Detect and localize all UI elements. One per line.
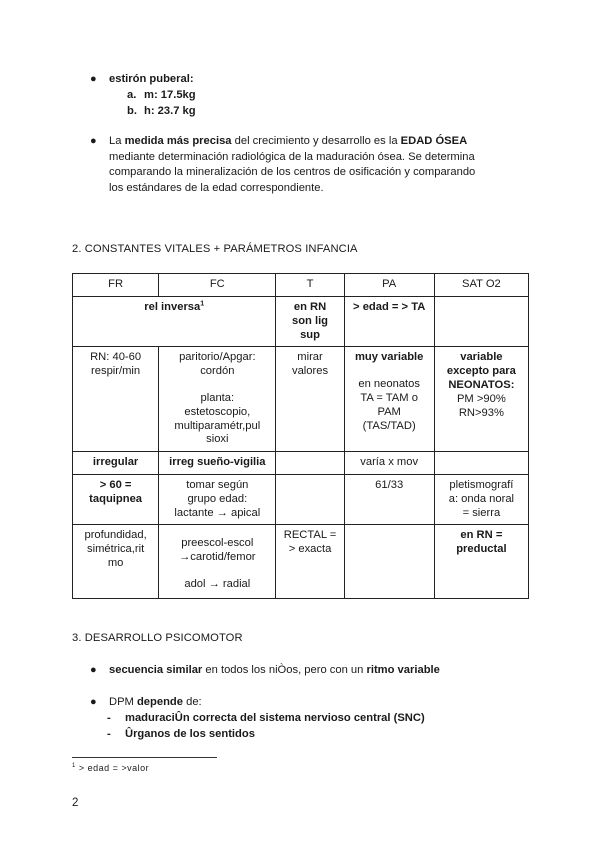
dash-item: - maduraciÛn correcta del sistema nervioso central (SNC) [107,712,425,724]
bullet-dot: ● [90,135,97,147]
bullet-secuencia [90,663,550,679]
cell-fr: > 60 = taquipnea [73,474,159,524]
bullet-paragraph: DPM depende de: [109,696,202,708]
cell-sat: en RN = preductal [434,525,528,598]
cell-fc: tomar según grupo edad: lactante → apical [159,474,276,524]
header-t: T [276,274,344,297]
cell-sat: pletismografí a: onda noral = sierra [434,474,528,524]
bullet-dot: ● [90,664,97,676]
bullet-dot: ● [90,696,97,708]
cell-rel-inversa: rel inversa$^1$ [73,297,276,347]
cell-sat: variable excepto para NEONATOS: PM >90% RN>93% [434,347,528,452]
page-number: 2 [72,797,79,809]
table-row [73,347,529,452]
header-pa: PA [344,274,434,297]
footnote-ref: 1 [200,300,205,308]
cell-pa: 61/33 [344,474,434,524]
footnote-divider [72,757,217,758]
cell-pa: varía x mov [344,452,434,475]
sub-item-b: b. h: 23.7 kg [127,105,196,117]
cell-pa: muy variable en neonatos TA = TAM o PAM (TAS/TAD) [344,347,434,452]
cell-fr: irregular [73,452,159,475]
bullet-edad-osea [90,134,550,198]
cell-fr: RN: 40-60 respir/min [73,347,159,452]
bullet-dot: ● [90,73,97,85]
cell-t: en RN son lig sup [276,297,344,347]
bullet-paragraph: La medida más precisa del crecimiento y desarrollo es la EDAD ÓSEA mediante determinación radiológica de la maduración ósea. Se determina comparando la mineralización de los centros de osificación y comparando los estándares de la edad correspondiente. [109,135,476,194]
vital-signs-table [72,273,529,599]
header-sat: SAT O2 [434,274,528,297]
dash-item: - Ûrganos de los sentidos [107,728,255,740]
cell-sat [434,297,528,347]
bullet-estiron-puberal [90,72,550,122]
table-row [73,525,529,598]
cell-t [276,452,344,475]
header-fr: FR [73,274,159,297]
cell-t [276,474,344,524]
section-heading-desarrollo: 3. DESARROLLO PSICOMOTOR [72,632,243,644]
cell-fc: irreg sueño-vigilia [159,452,276,475]
bullet-paragraph: secuencia similar en todos los niÒos, pero con un ritmo variable [109,664,440,676]
cell-sat [434,452,528,475]
cell-t: mirar valores [276,347,344,452]
cell-t: RECTAL = > exacta [276,525,344,598]
cell-fr: profundidad, simétrica,rit mo [73,525,159,598]
sub-item-a: a. m: 17.5kg [127,89,196,101]
cell-pa [344,525,434,598]
section-heading-constantes: 2. CONSTANTES VITALES + PARÁMETROS INFANCIA [72,243,358,255]
bullet-dpm [90,695,550,745]
table-row [73,452,529,475]
header-fc: FC [159,274,276,297]
table-row [73,297,529,347]
table-header-row [73,274,529,297]
cell-fc: preescol-escol →carotid/femor adol → radial [159,525,276,598]
footnote: $^1$ > edad = >valor [72,763,150,773]
bullet-label: estirón puberal: [109,73,194,85]
table-row [73,474,529,524]
cell-fc: paritorio/Apgar: cordón planta: estetoscopio, multiparamétr,pul sioxi [159,347,276,452]
cell-pa: > edad = > TA [344,297,434,347]
